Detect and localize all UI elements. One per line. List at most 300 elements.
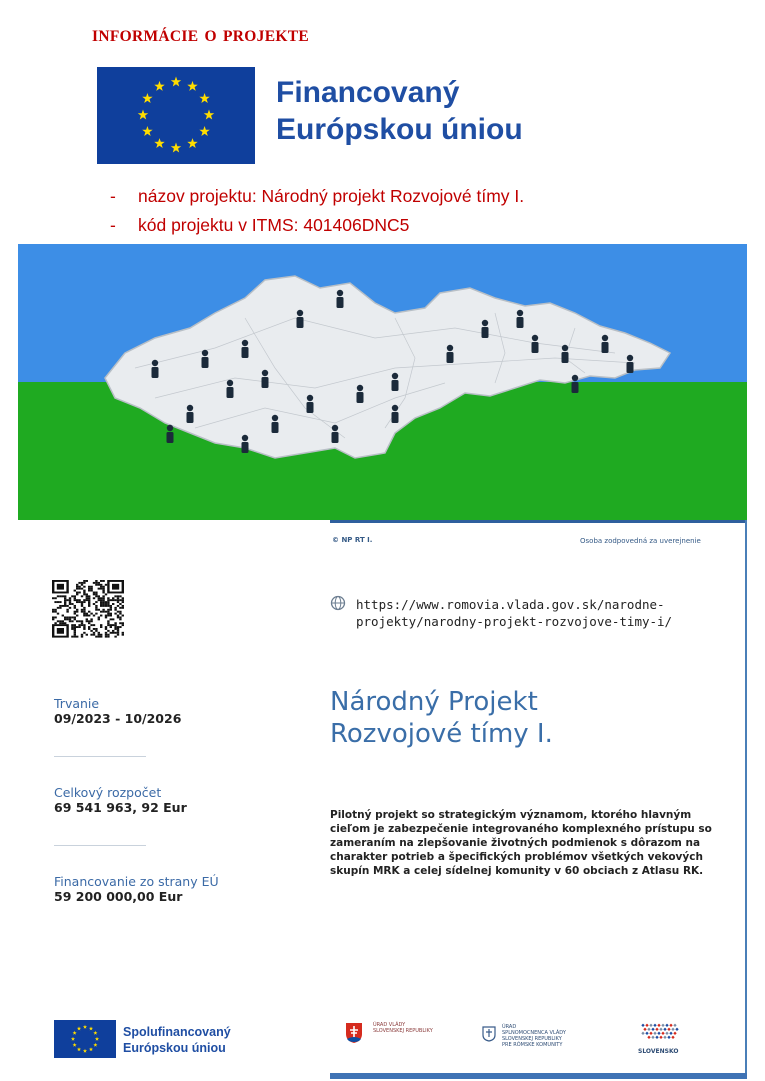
qr-module [117, 626, 119, 628]
person-figure [482, 320, 489, 338]
qr-module [114, 624, 116, 626]
program-slovensko-logo [638, 1022, 682, 1055]
qr-module [107, 599, 109, 601]
qr-module [86, 593, 88, 595]
logo-dot [675, 1028, 678, 1031]
eu-line2: Európskou úniou [276, 113, 523, 146]
qr-module [81, 611, 83, 613]
qr-module [93, 597, 95, 599]
logo-dot [649, 1024, 652, 1027]
logo-dot [649, 1032, 652, 1035]
qr-module [64, 605, 66, 607]
qr-module [100, 626, 102, 628]
qr-module [100, 601, 102, 603]
budget-block [54, 785, 187, 815]
qr-module [81, 622, 83, 624]
qr-module [57, 613, 59, 615]
qr-module [93, 582, 95, 584]
qr-module [74, 607, 76, 609]
qr-module [107, 611, 109, 613]
eu-star [71, 1037, 75, 1041]
qr-module [98, 618, 100, 620]
qr-module [64, 622, 66, 624]
eu-financing-value: 59 200 000,00 Eur [54, 889, 183, 904]
qr-module [117, 632, 119, 634]
qr-module [93, 628, 95, 630]
qr-module [114, 599, 116, 601]
logo-dot [655, 1036, 658, 1039]
qr-module [59, 605, 61, 607]
qr-module [98, 634, 100, 636]
qr-module [100, 586, 102, 588]
qr-module [81, 605, 83, 607]
qr-module [117, 634, 119, 636]
qr-module [83, 607, 85, 609]
qr-module [98, 584, 100, 586]
qr-module [88, 590, 90, 592]
qr-module [102, 603, 104, 605]
qr-module [74, 616, 76, 618]
qr-module [74, 595, 76, 597]
qr-module [88, 628, 90, 630]
qr-module [66, 609, 68, 611]
urad-vlady-text: ÚRAD VLÁDY SLOVENSKEJ REPUBLIKY [373, 1022, 433, 1034]
logo-dot [645, 1024, 648, 1027]
logo-dot [669, 1032, 672, 1035]
qr-module [102, 611, 104, 613]
page-heading: INFORMÁCIE O PROJEKTE [92, 28, 309, 45]
qr-module [66, 611, 68, 613]
qr-module [71, 595, 73, 597]
qr-module [105, 628, 107, 630]
qr-module [83, 626, 85, 628]
qr-module [52, 618, 54, 620]
eu-stars-icon [54, 1020, 116, 1058]
qr-module [107, 624, 109, 626]
qr-module [107, 630, 109, 632]
qr-module [122, 607, 124, 609]
qr-module [62, 605, 64, 607]
qr-module [69, 599, 71, 601]
qr-module [102, 605, 104, 607]
eu-star [171, 77, 181, 87]
qr-module [76, 609, 78, 611]
logo-dot [659, 1028, 662, 1031]
person-figure [517, 310, 524, 328]
qr-module [90, 624, 92, 626]
qr-module [76, 601, 78, 603]
qr-module [78, 588, 80, 590]
qr-module [71, 628, 73, 630]
qr-module [95, 607, 97, 609]
qr-module [102, 586, 104, 588]
qr-module [83, 609, 85, 611]
qr-module [100, 599, 102, 601]
qr-module [59, 622, 61, 624]
qr-module [83, 624, 85, 626]
eu-star [199, 93, 209, 103]
qr-module [112, 603, 114, 605]
qr-module [62, 615, 64, 617]
qr-module [98, 595, 100, 597]
qr-module [90, 618, 92, 620]
qr-module [86, 618, 88, 620]
qr-module [76, 599, 78, 601]
qr-module [88, 620, 90, 622]
qr-module [69, 620, 71, 622]
qr-module [76, 611, 78, 613]
qr-module [59, 601, 61, 603]
qr-module [119, 618, 121, 620]
qr-module [102, 590, 104, 592]
qr-module [76, 586, 78, 588]
qr-module [78, 620, 80, 622]
duration-value: 09/2023 - 10/2026 [54, 711, 182, 726]
qr-module [105, 632, 107, 634]
qr-module [112, 599, 114, 601]
logo-dot [641, 1024, 644, 1027]
qr-module [83, 592, 85, 594]
splnomocnenec-text: ÚRAD SPLNOMOCNENCA VLÁDY SLOVENSKEJ REPUBLIKY PRE RÓMSKE KOMUNITY [502, 1024, 566, 1048]
footer-eu-label: Spolufinancovaný Európskou úniou [123, 1025, 231, 1055]
qr-module [114, 626, 116, 628]
poster-frame-right [745, 520, 747, 1075]
qr-module [83, 613, 85, 615]
divider [54, 756, 146, 757]
qr-module [114, 632, 116, 634]
qr-module [112, 618, 114, 620]
qr-module [107, 622, 109, 624]
person-figure [227, 380, 234, 398]
person-figure [447, 345, 454, 363]
qr-module [110, 607, 112, 609]
logo-dot [659, 1036, 662, 1039]
qr-module [122, 599, 124, 601]
person-figure [602, 335, 609, 353]
qr-module [114, 622, 116, 624]
qr-module [57, 595, 59, 597]
qr-module [119, 599, 121, 601]
qr-module [86, 599, 88, 601]
qr-module [95, 630, 97, 632]
qr-module [83, 590, 85, 592]
qr-module [100, 580, 102, 582]
qr-module [114, 607, 116, 609]
qr-module [81, 609, 83, 611]
qr-module [122, 615, 124, 617]
logo-dot [673, 1024, 676, 1027]
qr-module [95, 605, 97, 607]
logo-dot [661, 1024, 664, 1027]
qr-module [105, 615, 107, 617]
qr-module [69, 607, 71, 609]
qr-module [95, 636, 97, 638]
person-figure [242, 435, 249, 453]
qr-module [122, 601, 124, 603]
qr-finder [57, 584, 64, 590]
qr-module [52, 611, 54, 613]
logo-dot [671, 1028, 674, 1031]
qr-module [59, 595, 61, 597]
qr-module [117, 628, 119, 630]
qr-module [112, 624, 114, 626]
qr-module [100, 584, 102, 586]
qr-module [90, 613, 92, 615]
qr-module [98, 588, 100, 590]
person-figure [262, 370, 269, 388]
qr-module [93, 634, 95, 636]
qr-module [64, 618, 66, 620]
qr-module [110, 615, 112, 617]
project-url[interactable]: https://www.romovia.vlada.gov.sk/narodne- projekty/narodny-projekt-rozvojove-timy-i/ [356, 597, 673, 629]
qr-module [83, 580, 85, 582]
qr-module [105, 611, 107, 613]
project-bullets [110, 186, 524, 244]
qr-module [98, 599, 100, 601]
qr-module [105, 601, 107, 603]
qr-module [117, 630, 119, 632]
qr-module [83, 582, 85, 584]
eu-star [154, 138, 164, 148]
person-figure [532, 335, 539, 353]
copyright-icon: © [332, 536, 342, 544]
qr-finder [112, 584, 119, 590]
qr-module [114, 636, 116, 638]
qr-module [110, 624, 112, 626]
eu-star [93, 1043, 97, 1047]
qr-module [93, 615, 95, 617]
logo-dot [645, 1032, 648, 1035]
qr-module [62, 620, 64, 622]
qr-module [100, 603, 102, 605]
qr-module [57, 607, 59, 609]
qr-module [76, 620, 78, 622]
urad-vlady-logo [344, 1022, 364, 1048]
duration-block [54, 696, 181, 726]
np-label: © NP RT I. [332, 536, 373, 544]
qr-module [86, 615, 88, 617]
qr-module [100, 605, 102, 607]
qr-module [107, 609, 109, 611]
qr-module [83, 628, 85, 630]
qr-module [86, 613, 88, 615]
qr-module [102, 580, 104, 582]
person-figure [272, 415, 279, 433]
eu-star [187, 138, 197, 148]
qr-module [95, 601, 97, 603]
qr-module [105, 634, 107, 636]
qr-module [88, 599, 90, 601]
qr-module [102, 597, 104, 599]
project-description: Pilotný projekt so strategickým významom, ktorého hlavným cieľom je zabezpečenie integrovaného komplexného prístupu so zameraním na zlepšovanie životných podmienok s dôrazom na charakter potrieb a špecifických problémov všetkých vekových skupín MRK a celej sídelnej komunity v 60 obciach z Atlasu RK. [330, 809, 712, 877]
logo-dot [653, 1032, 656, 1035]
qr-module [88, 603, 90, 605]
logo-dot [665, 1024, 668, 1027]
slovakia-map-illustration [95, 258, 685, 488]
qr-module [86, 620, 88, 622]
qr-module [74, 618, 76, 620]
qr-module [95, 609, 97, 611]
qr-module [107, 636, 109, 638]
eu-star [93, 1031, 97, 1035]
program-label: SLOVENSKO [638, 1048, 679, 1055]
eu-star [187, 81, 197, 91]
qr-module [110, 626, 112, 628]
person-figure [332, 425, 339, 443]
logo-dot [641, 1032, 644, 1035]
qr-module [57, 620, 59, 622]
qr-module [122, 597, 124, 599]
qr-module [122, 605, 124, 607]
qr-module [81, 603, 83, 605]
qr-module [102, 595, 104, 597]
qr-module [64, 597, 66, 599]
qr-module [102, 599, 104, 601]
qr-module [57, 601, 59, 603]
qr-module [74, 630, 76, 632]
qr-module [64, 599, 66, 601]
qr-module [54, 609, 56, 611]
qr-module [107, 615, 109, 617]
eu-star [154, 81, 164, 91]
qr-module [74, 636, 76, 638]
qr-module [88, 626, 90, 628]
qr-module [95, 613, 97, 615]
qr-module [122, 624, 124, 626]
qr-code[interactable] [52, 580, 124, 638]
qr-module [81, 601, 83, 603]
qr-module [69, 603, 71, 605]
qr-module [88, 615, 90, 617]
qr-module [122, 632, 124, 634]
qr-module [88, 586, 90, 588]
eu-star [77, 1026, 81, 1030]
qr-module [110, 632, 112, 634]
qr-module [110, 609, 112, 611]
qr-module [88, 622, 90, 624]
logo-dot [673, 1032, 676, 1035]
qr-module [119, 613, 121, 615]
qr-module [98, 597, 100, 599]
qr-module [100, 611, 102, 613]
logo-dot [647, 1028, 650, 1031]
qr-module [78, 582, 80, 584]
qr-module [78, 599, 80, 601]
qr-module [107, 605, 109, 607]
qr-module [95, 580, 97, 582]
qr-module [74, 626, 76, 628]
qr-module [98, 632, 100, 634]
qr-module [98, 636, 100, 638]
person-figure [152, 360, 159, 378]
qr-module [81, 636, 83, 638]
dots-logo-icon [638, 1022, 682, 1042]
eu-star [89, 1026, 93, 1030]
eu-star [77, 1047, 81, 1051]
qr-finder [57, 628, 64, 634]
globe-icon [330, 595, 346, 611]
qr-module [114, 628, 116, 630]
budget-label: Celkový rozpočet [54, 785, 162, 800]
qr-module [122, 634, 124, 636]
qr-module [69, 597, 71, 599]
qr-module [105, 605, 107, 607]
qr-module [74, 605, 76, 607]
qr-module [74, 611, 76, 613]
qr-module [64, 601, 66, 603]
qr-module [83, 586, 85, 588]
qr-module [93, 632, 95, 634]
qr-module [83, 593, 85, 595]
person-figure [392, 373, 399, 391]
logo-dot [655, 1028, 658, 1031]
qr-module [66, 616, 68, 618]
qr-module [83, 615, 85, 617]
qr-module [74, 597, 76, 599]
eu-funding-label [276, 74, 523, 148]
qr-module [110, 618, 112, 620]
duration-label: Trvanie [54, 696, 100, 711]
logo-dot [653, 1024, 656, 1027]
qr-module [107, 601, 109, 603]
qr-module [95, 593, 97, 595]
qr-module [81, 624, 83, 626]
qr-module [64, 603, 66, 605]
qr-module [102, 588, 104, 590]
bullet-project-code: - kód projektu v ITMS: 401406DNC5 [110, 215, 410, 235]
logo-dot [651, 1036, 654, 1039]
logo-dot [669, 1024, 672, 1027]
eu-star [142, 126, 152, 136]
qr-module [64, 616, 66, 618]
qr-module [110, 599, 112, 601]
qr-module [119, 626, 121, 628]
qr-module [59, 607, 61, 609]
qr-module [66, 599, 68, 601]
qr-module [93, 592, 95, 594]
qr-module [59, 620, 61, 622]
qr-module [74, 613, 76, 615]
qr-module [69, 618, 71, 620]
eu-star [89, 1047, 93, 1051]
eu-star [73, 1031, 77, 1035]
qr-module [52, 597, 54, 599]
logo-dot [667, 1036, 670, 1039]
qr-module [86, 634, 88, 636]
qr-module [100, 624, 102, 626]
eu-star [83, 1049, 87, 1053]
shield-icon [482, 1026, 496, 1042]
qr-module [81, 584, 83, 586]
qr-module [95, 592, 97, 594]
footer-eu-flag [54, 1020, 116, 1058]
qr-module [102, 592, 104, 594]
qr-module [62, 622, 64, 624]
qr-module [71, 626, 73, 628]
person-figure [337, 290, 344, 308]
qr-module [102, 601, 104, 603]
logo-dot [657, 1032, 660, 1035]
person-figure [167, 425, 174, 443]
slovak-coat-of-arms-icon [344, 1022, 364, 1044]
qr-module [62, 595, 64, 597]
qr-module [83, 632, 85, 634]
qr-module [71, 624, 73, 626]
eu-financing-label: Financovanie zo strany EÚ [54, 874, 219, 889]
qr-module [105, 593, 107, 595]
qr-module [117, 611, 119, 613]
qr-module [119, 611, 121, 613]
